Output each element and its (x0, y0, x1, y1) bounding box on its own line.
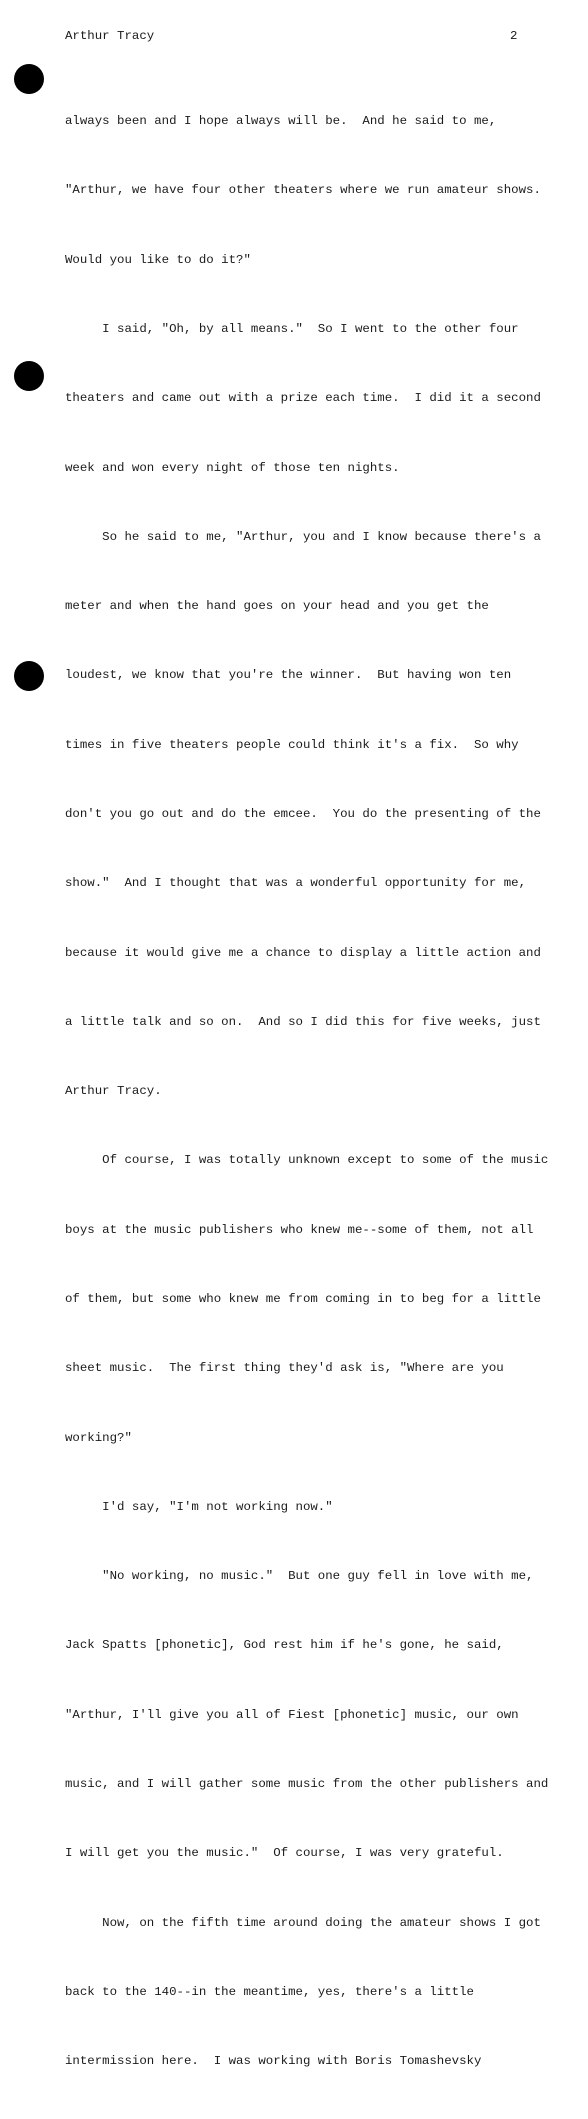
text-line: sheet music. The first thing they'd ask is, "Where are you (65, 1361, 504, 1376)
text-line: boys at the music publishers who knew me--some of them, not all (65, 1222, 534, 1237)
text-line: don't you go out and do the emcee. You do the presenting of the (65, 807, 541, 821)
text-line: theaters and came out with a prize each time. I did it a second (65, 391, 541, 406)
text-line: I'd say, "I'm not working now." (65, 1499, 333, 1514)
text-line: Now, on the fifth time around doing the amateur shows I got (65, 1915, 541, 1930)
text-line: I will get you the music." Of course, I was very grateful. (65, 1846, 504, 1861)
text-line: working?" (65, 1430, 132, 1445)
binder-hole-icon (14, 661, 44, 691)
text-line: "No working, no music." But one guy fell in love with me, (65, 1569, 534, 1584)
text-line: meter and when the hand goes on your head and you get the (65, 599, 489, 614)
text-line: show." And I thought that was a wonderful opportunity for me, (65, 876, 527, 891)
body-text (65, 64, 549, 2119)
page-number: 2 (510, 29, 518, 43)
text-line: So he said to me, "Arthur, you and I know because there's a (65, 529, 541, 544)
text-line: I said, "Oh, by all means." So I went to the other four (65, 322, 519, 337)
text-line: a little talk and so on. And so I did this for five weeks, just (65, 1014, 541, 1029)
text-line: "Arthur, we have four other theaters where we run amateur shows. (65, 183, 541, 198)
text-line: week and won every night of those ten nights. (65, 460, 400, 475)
binder-hole-icon (14, 361, 44, 391)
text-line: back to the 140--in the meantime, yes, there's a little (65, 1984, 474, 1999)
text-line: Of course, I was totally unknown except to some of the music (65, 1153, 549, 1168)
text-line: music, and I will gather some music from the other publishers and (65, 1776, 549, 1791)
text-line: times in five theaters people could think it's a fix. So why (65, 737, 519, 752)
text-line: "Arthur, I'll give you all of Fiest [phonetic] music, our own (65, 1707, 519, 1722)
binder-hole-icon (14, 64, 44, 94)
text-line: intermission here. I was working with Boris Tomashevsky (65, 2054, 482, 2069)
text-line: Would you like to do it?" (65, 252, 251, 267)
text-line: loudest, we know that you're the winner. But having won ten (65, 668, 512, 683)
text-line: Jack Spatts [phonetic], God rest him if he's gone, he said, (65, 1638, 504, 1653)
text-line: Arthur Tracy. (65, 1084, 162, 1099)
header-title: Arthur Tracy (65, 29, 155, 43)
text-line: because it would give me a chance to display a little action and (65, 945, 541, 960)
text-line: of them, but some who knew me from coming in to beg for a little (65, 1291, 541, 1306)
text-line: always been and I hope always will be. And he said to me, (65, 114, 497, 129)
